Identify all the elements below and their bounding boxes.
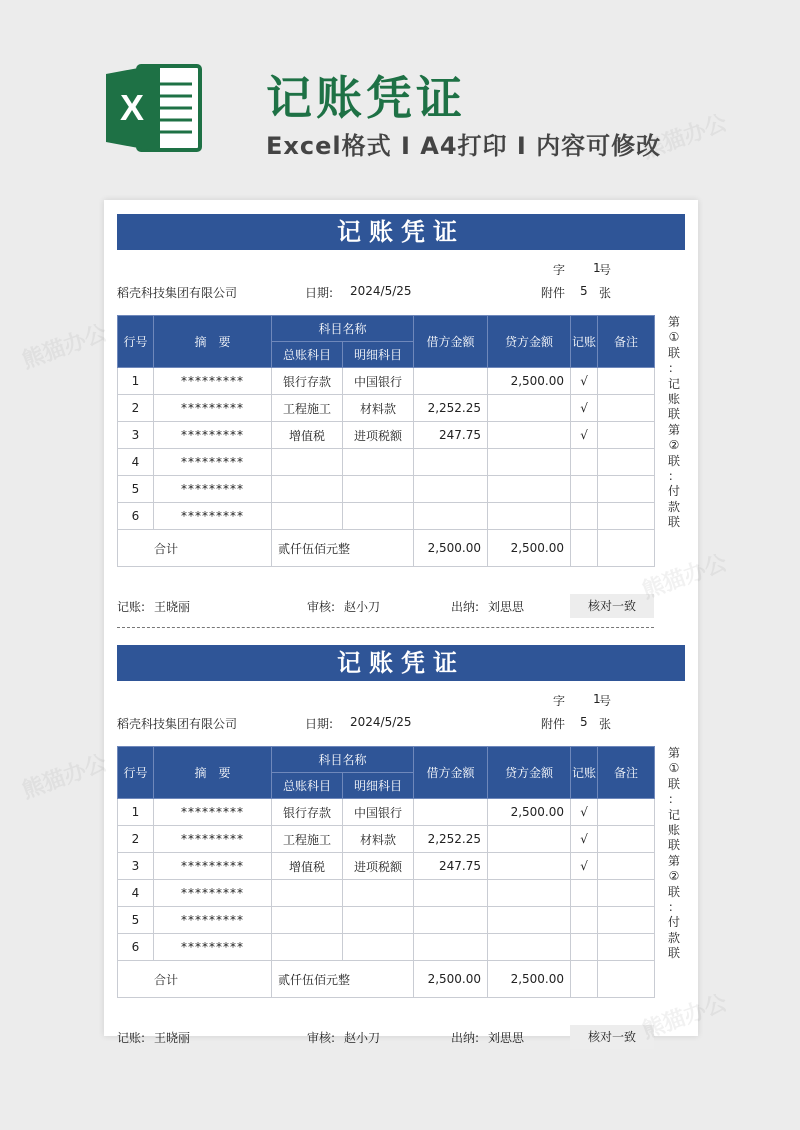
detail-account-cell (343, 907, 414, 934)
general-account-cell (272, 503, 343, 530)
row-no-cell: 1 (118, 368, 154, 395)
excel-logo-icon (104, 60, 204, 156)
note-cell (598, 853, 655, 880)
posted-check-cell: √ (571, 853, 598, 880)
total-credit: 2,500.00 (488, 530, 571, 567)
posted-check-cell: √ (571, 422, 598, 449)
row-no-cell: 2 (118, 395, 154, 422)
summary-cell: ********* (154, 907, 272, 934)
table-row (118, 853, 655, 880)
detail-account-cell (343, 476, 414, 503)
summary-cell: ********* (154, 799, 272, 826)
header-summary: 摘 要 (154, 316, 272, 368)
detail-account-cell: 中国银行 (343, 799, 414, 826)
posted-check-cell (571, 880, 598, 907)
general-account-cell: 银行存款 (272, 799, 343, 826)
side-label-char: 第 (667, 422, 680, 437)
summary-cell: ********* (154, 880, 272, 907)
date-value: 2024/5/25 (350, 284, 412, 298)
side-label-char: ： (667, 469, 680, 484)
total-label: 合计 (118, 961, 272, 998)
company-name: 稻壳科技集团有限公司 (117, 286, 238, 300)
side-label-char: ： (667, 361, 680, 376)
detail-account-cell (343, 934, 414, 961)
table-row (118, 799, 655, 826)
debit-cell (414, 503, 488, 530)
auditor-label: 审核: (307, 600, 336, 614)
general-account-cell: 工程施工 (272, 826, 343, 853)
summary-cell: ********* (154, 934, 272, 961)
header-account-name: 科目名称 (272, 316, 414, 342)
total-debit: 2,500.00 (414, 530, 488, 567)
debit-cell: 247.75 (414, 422, 488, 449)
table-row (118, 476, 655, 503)
side-label-char: 联 (667, 515, 680, 530)
header-debit: 借方金额 (414, 316, 488, 368)
attachment-count: 5 (580, 715, 588, 729)
general-account-cell (272, 934, 343, 961)
debit-cell (414, 934, 488, 961)
note-cell (598, 476, 655, 503)
excel-logo-letter: X (119, 87, 145, 128)
row-no-cell: 4 (118, 449, 154, 476)
posted-check-cell (571, 449, 598, 476)
zi-value: 1 (593, 261, 601, 275)
note-cell (598, 826, 655, 853)
note-cell (598, 449, 655, 476)
check-consistent-button[interactable]: 核对一致 (570, 594, 654, 618)
copy-side-label (665, 315, 683, 531)
row-no-cell: 3 (118, 853, 154, 880)
side-label-char: 第 (667, 315, 680, 329)
credit-cell (488, 934, 571, 961)
voucher-table (117, 746, 655, 998)
row-no-cell: 3 (118, 422, 154, 449)
side-label-char: ② (668, 438, 680, 453)
table-row (118, 395, 655, 422)
header-row-no: 行号 (118, 316, 154, 368)
header-detail-account: 明细科目 (343, 342, 414, 368)
side-label-char: 联 (667, 884, 680, 899)
header-detail-account: 明细科目 (343, 773, 414, 799)
detail-account-cell: 中国银行 (343, 368, 414, 395)
bookkeeper-label: 记账: (117, 1031, 146, 1045)
detail-account-cell: 进项税额 (343, 853, 414, 880)
side-label-char: 联 (667, 345, 680, 360)
hao-label: 号 (599, 694, 612, 708)
header-note: 备注 (598, 316, 655, 368)
debit-cell (414, 880, 488, 907)
check-consistent-button[interactable]: 核对一致 (570, 1025, 654, 1049)
header-credit: 贷方金额 (488, 747, 571, 799)
cut-line-divider (117, 627, 654, 628)
header-note: 备注 (598, 747, 655, 799)
credit-cell: 2,500.00 (488, 368, 571, 395)
posted-check-cell (571, 934, 598, 961)
posted-check-cell: √ (571, 395, 598, 422)
side-label-char: 账 (667, 392, 680, 407)
attachment-label: 附件 (541, 286, 566, 300)
auditor-name: 赵小刀 (344, 600, 381, 614)
row-no-cell: 4 (118, 880, 154, 907)
side-label-char: 联 (667, 838, 680, 853)
watermark: 熊猫办公 (19, 750, 111, 805)
cashier-name: 刘思思 (488, 1031, 525, 1045)
side-label-char: 联 (667, 407, 680, 422)
note-cell (598, 934, 655, 961)
page-title: 记账凭证 (266, 71, 466, 125)
cashier-name: 刘思思 (488, 600, 525, 614)
side-label-char: ① (668, 330, 680, 345)
header-credit: 贷方金额 (488, 316, 571, 368)
auditor-label: 审核: (307, 1031, 336, 1045)
note-cell (598, 395, 655, 422)
header-debit: 借方金额 (414, 747, 488, 799)
attachment-unit: 张 (599, 717, 612, 731)
credit-cell (488, 826, 571, 853)
total-in-words: 贰仟伍佰元整 (272, 530, 414, 567)
row-no-cell: 5 (118, 907, 154, 934)
row-no-cell: 6 (118, 934, 154, 961)
attachment-unit: 张 (599, 286, 612, 300)
credit-cell (488, 449, 571, 476)
company-name: 稻壳科技集团有限公司 (117, 717, 238, 731)
voucher (117, 645, 685, 1045)
zi-label: 字 (553, 263, 566, 277)
side-label-char: ② (668, 869, 680, 884)
zi-value: 1 (593, 692, 601, 706)
summary-cell: ********* (154, 853, 272, 880)
general-account-cell (272, 449, 343, 476)
voucher-paper (104, 200, 698, 1045)
cashier-label: 出纳: (451, 1031, 480, 1045)
detail-account-cell: 材料款 (343, 395, 414, 422)
total-credit: 2,500.00 (488, 961, 571, 998)
table-row (118, 907, 655, 934)
bookkeeper-name: 王晓丽 (154, 600, 191, 614)
header-general-account: 总账科目 (272, 342, 343, 368)
debit-cell (414, 449, 488, 476)
row-no-cell: 1 (118, 799, 154, 826)
debit-cell (414, 368, 488, 395)
summary-cell: ********* (154, 826, 272, 853)
total-label: 合计 (118, 530, 272, 567)
detail-account-cell (343, 880, 414, 907)
general-account-cell (272, 476, 343, 503)
side-label-char: 联 (667, 776, 680, 791)
side-label-char: ① (668, 761, 680, 776)
copy-side-label (665, 746, 683, 962)
summary-cell: ********* (154, 476, 272, 503)
table-row (118, 449, 655, 476)
row-no-cell: 6 (118, 503, 154, 530)
voucher (117, 214, 685, 614)
detail-account-cell: 材料款 (343, 826, 414, 853)
side-label-char: 付 (667, 915, 680, 930)
debit-cell: 2,252.25 (414, 826, 488, 853)
auditor-name: 赵小刀 (344, 1031, 381, 1045)
debit-cell (414, 799, 488, 826)
detail-account-cell (343, 503, 414, 530)
note-cell (598, 422, 655, 449)
credit-cell (488, 503, 571, 530)
side-label-char: 记 (667, 807, 680, 822)
summary-cell: ********* (154, 395, 272, 422)
general-account-cell: 银行存款 (272, 368, 343, 395)
side-label-char: 第 (667, 853, 680, 868)
page-subtitle: Excel格式 I A4打印 I 内容可修改 (266, 132, 662, 160)
side-label-char: ： (667, 792, 680, 807)
table-row (118, 826, 655, 853)
note-cell (598, 799, 655, 826)
voucher-title: 记账凭证 (117, 214, 685, 250)
header-row-no: 行号 (118, 747, 154, 799)
date-label: 日期: (305, 717, 334, 731)
note-cell (598, 907, 655, 934)
credit-cell (488, 880, 571, 907)
posted-check-cell (571, 476, 598, 503)
credit-cell (488, 395, 571, 422)
watermark: 熊猫办公 (19, 320, 111, 375)
posted-check-cell (571, 503, 598, 530)
zi-label: 字 (553, 694, 566, 708)
posted-check-cell: √ (571, 826, 598, 853)
general-account-cell (272, 907, 343, 934)
cashier-label: 出纳: (451, 600, 480, 614)
total-in-words: 贰仟伍佰元整 (272, 961, 414, 998)
summary-cell: ********* (154, 422, 272, 449)
debit-cell: 247.75 (414, 853, 488, 880)
table-row (118, 368, 655, 395)
table-row (118, 880, 655, 907)
side-label-char: 款 (667, 930, 680, 945)
date-label: 日期: (305, 286, 334, 300)
hao-label: 号 (599, 263, 612, 277)
general-account-cell: 工程施工 (272, 395, 343, 422)
debit-cell (414, 907, 488, 934)
debit-cell (414, 476, 488, 503)
credit-cell (488, 853, 571, 880)
general-account-cell: 增值税 (272, 853, 343, 880)
total-debit: 2,500.00 (414, 961, 488, 998)
general-account-cell: 增值税 (272, 422, 343, 449)
note-cell (598, 880, 655, 907)
side-label-char: ： (667, 900, 680, 915)
credit-cell: 2,500.00 (488, 799, 571, 826)
voucher-table (117, 315, 655, 567)
watermark: 熊猫办公 (639, 110, 731, 165)
table-row (118, 934, 655, 961)
bookkeeper-name: 王晓丽 (154, 1031, 191, 1045)
credit-cell (488, 907, 571, 934)
posted-check-cell (571, 907, 598, 934)
note-cell (598, 503, 655, 530)
side-label-char: 款 (667, 499, 680, 514)
note-cell (598, 368, 655, 395)
side-label-char: 记 (667, 376, 680, 391)
debit-cell: 2,252.25 (414, 395, 488, 422)
general-account-cell (272, 880, 343, 907)
side-label-char: 付 (667, 484, 680, 499)
header-general-account: 总账科目 (272, 773, 343, 799)
header-account-name: 科目名称 (272, 747, 414, 773)
header-posted: 记账 (571, 747, 598, 799)
date-value: 2024/5/25 (350, 715, 412, 729)
voucher-title: 记账凭证 (117, 645, 685, 681)
header-posted: 记账 (571, 316, 598, 368)
summary-cell: ********* (154, 449, 272, 476)
detail-account-cell (343, 449, 414, 476)
posted-check-cell: √ (571, 799, 598, 826)
attachment-count: 5 (580, 284, 588, 298)
header-summary: 摘 要 (154, 747, 272, 799)
side-label-char: 账 (667, 823, 680, 838)
summary-cell: ********* (154, 368, 272, 395)
summary-cell: ********* (154, 503, 272, 530)
total-row (118, 530, 655, 567)
credit-cell (488, 476, 571, 503)
row-no-cell: 2 (118, 826, 154, 853)
bookkeeper-label: 记账: (117, 600, 146, 614)
side-label-char: 联 (667, 453, 680, 468)
side-label-char: 第 (667, 746, 680, 760)
attachment-label: 附件 (541, 717, 566, 731)
table-row (118, 503, 655, 530)
row-no-cell: 5 (118, 476, 154, 503)
table-row (118, 422, 655, 449)
credit-cell (488, 422, 571, 449)
side-label-char: 联 (667, 946, 680, 961)
detail-account-cell: 进项税额 (343, 422, 414, 449)
posted-check-cell: √ (571, 368, 598, 395)
total-row (118, 961, 655, 998)
